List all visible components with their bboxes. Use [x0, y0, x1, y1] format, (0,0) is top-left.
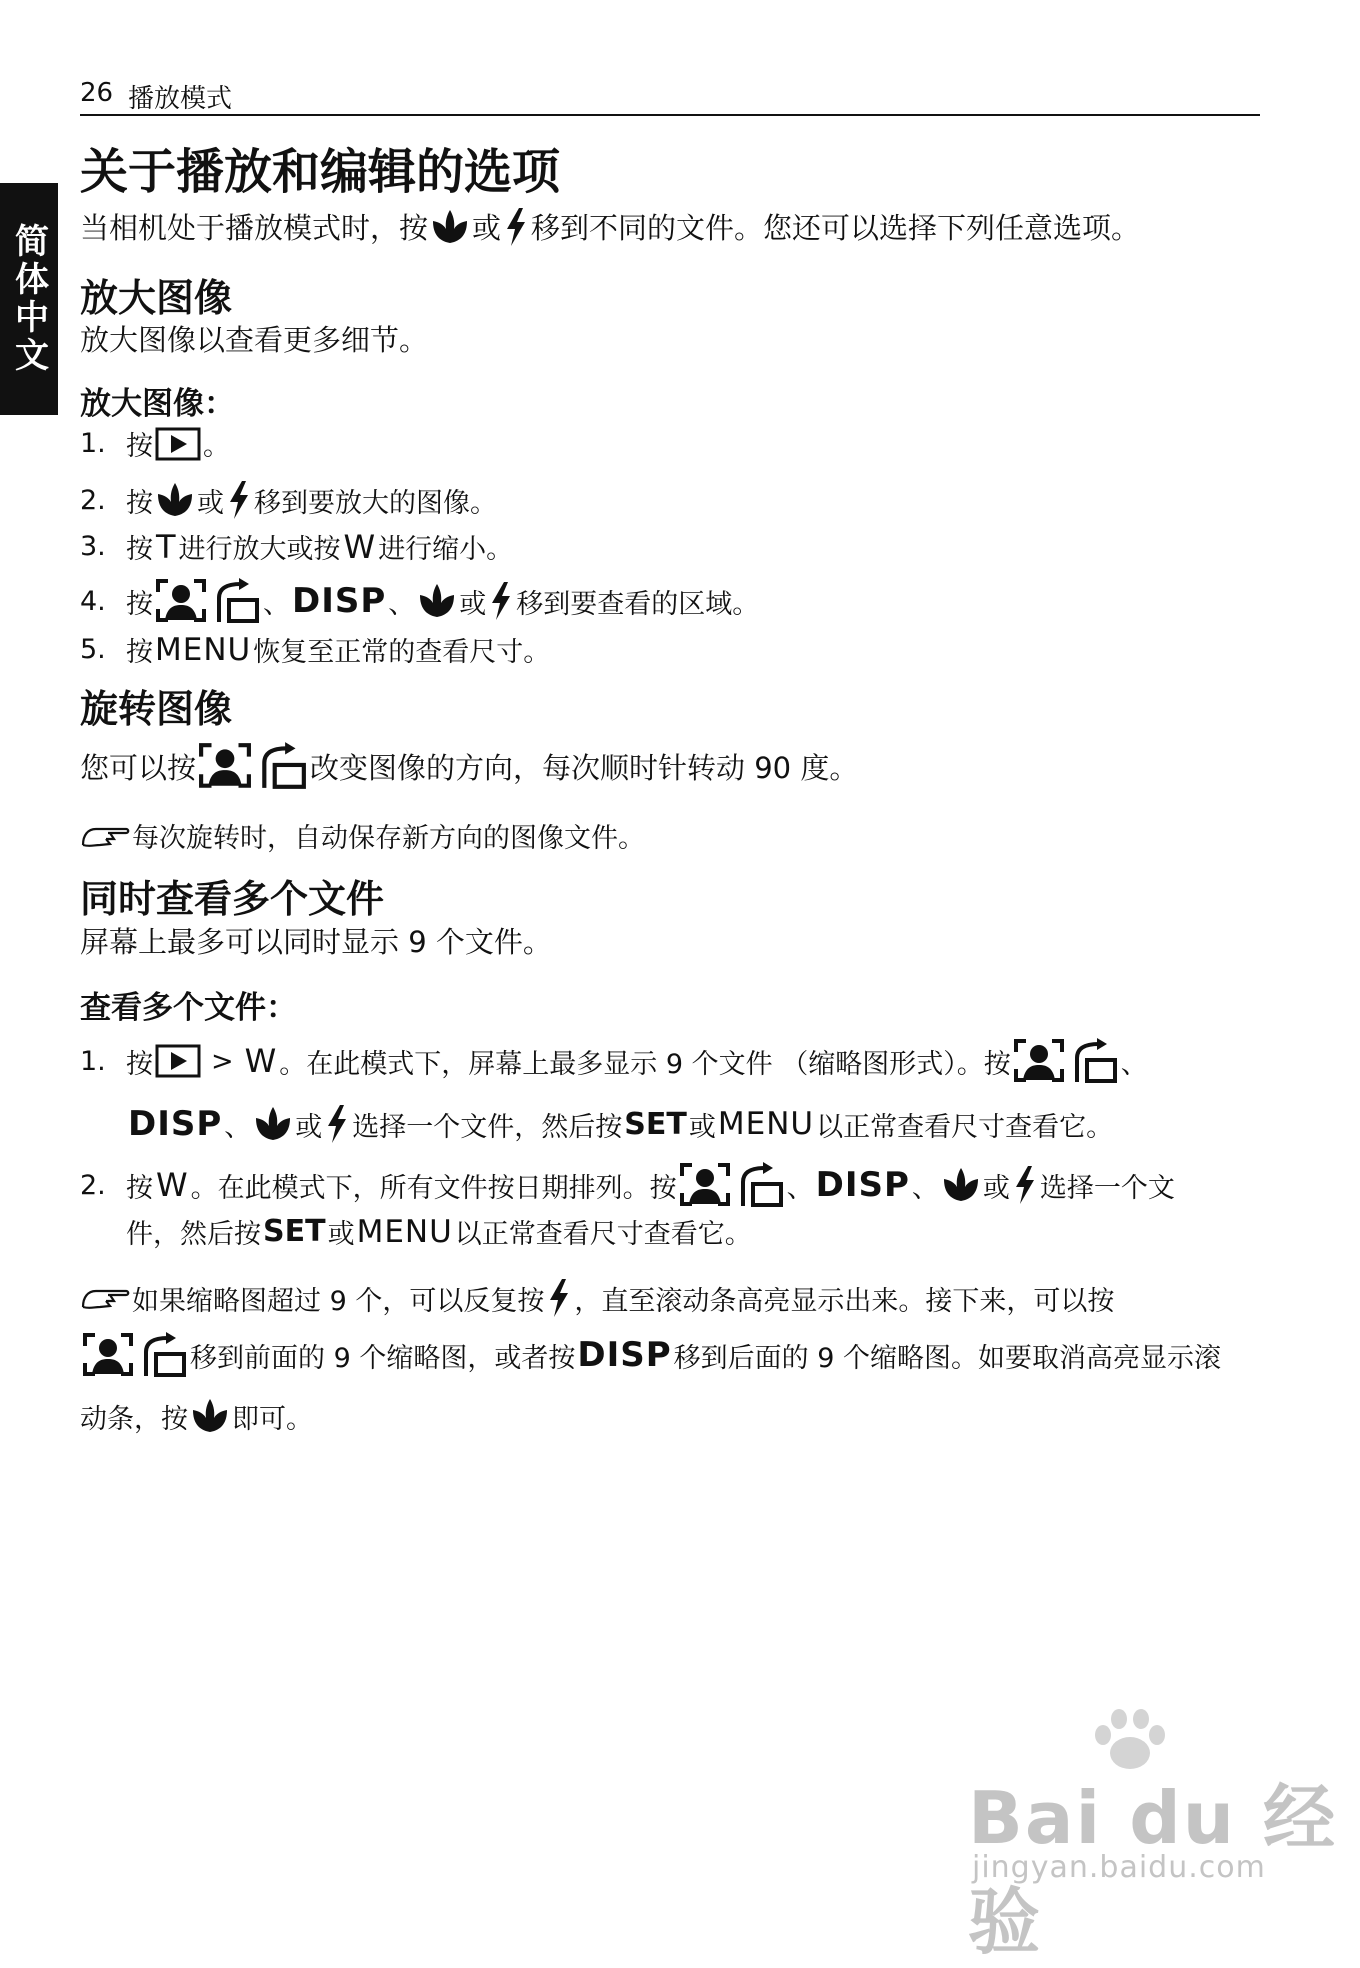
step-text: 按 [126, 588, 153, 620]
language-tab-label: 简体中文 [8, 223, 49, 375]
macro-flower-icon [430, 207, 470, 247]
step-number: 4. [80, 585, 106, 617]
flash-bolt-icon [546, 1278, 572, 1318]
menu-label: MENU [356, 1213, 453, 1250]
step-text: 按 [126, 1172, 153, 1204]
flash-bolt-icon [503, 207, 529, 247]
note-text-e: 动条，按 [80, 1403, 188, 1435]
disp-label: DISP [577, 1335, 672, 1375]
step-or: 或 [982, 1172, 1010, 1204]
rotate-icon [1069, 1038, 1119, 1084]
rotate-note-text: 每次旋转时，自动保存新方向的图像文件。 [132, 823, 645, 854]
macro-flower-icon [941, 1165, 981, 1205]
menu-label: MENU [155, 631, 252, 668]
rotate-icon [256, 742, 308, 790]
macro-flower-icon [417, 581, 457, 621]
multi-subheading: 查看多个文件： [80, 990, 297, 1026]
note-hand-icon [80, 821, 132, 851]
intro-text-b: 移到不同的文件。您还可以选择下列任意选项。 [531, 211, 1141, 245]
watermark-logo: Bai du 经验 [968, 1776, 1338, 1964]
face-icon [82, 1332, 134, 1378]
t-zoom-icon: T [156, 527, 176, 566]
multi-note-line-1 [80, 1278, 1114, 1318]
step-number: 2. [80, 484, 106, 516]
zoom-description: 放大图像以查看更多细节。 [80, 323, 429, 357]
page-number: 26 [80, 78, 114, 108]
menu-label: MENU [717, 1106, 815, 1142]
step-text: 按 [126, 637, 153, 668]
separator: 、 [388, 588, 416, 620]
intro-text-a: 当相机处于播放模式时，按 [80, 211, 429, 245]
step-number: 5. [80, 634, 106, 665]
set-label: SET [624, 1106, 687, 1142]
separator: 、 [224, 1111, 252, 1143]
step-text-mid: 选择一个文件，然后按 [352, 1111, 623, 1143]
step-text-end: 。 [203, 431, 230, 462]
separator: 、 [786, 1172, 814, 1204]
intro-or: 或 [472, 211, 502, 245]
step-text-mid: 。在此模式下，屏幕上最多显示 9 个文件 （缩略图形式）。按 [279, 1048, 1011, 1080]
step-or: 或 [327, 1219, 355, 1250]
step-text-end: 移到要放大的图像。 [254, 487, 497, 519]
rotate-note [80, 816, 645, 855]
step-or: 或 [295, 1111, 323, 1143]
note-hand-icon [80, 1283, 132, 1313]
intro-line [80, 206, 1140, 247]
step-number: 1. [80, 428, 106, 459]
multi-step-2-line-1 [80, 1162, 1175, 1208]
multi-step-1-line-2 [126, 1104, 1113, 1144]
multi-heading: 同时查看多个文件 [80, 877, 385, 921]
step-number: 1. [80, 1045, 106, 1077]
watermark-url: jingyan.baidu.com [972, 1850, 1266, 1885]
step-text: 按 [126, 431, 153, 462]
multi-description: 屏幕上最多可以同时显示 9 个文件。 [80, 925, 552, 959]
rotate-icon [735, 1162, 785, 1208]
zoom-step-1 [80, 424, 230, 463]
step-text-end: 选择一个文 [1039, 1172, 1175, 1204]
rotate-heading: 旋转图像 [80, 687, 233, 731]
step-text: 按 [126, 534, 153, 565]
note-text-a: 如果缩略图超过 9 个，可以反复按 [132, 1285, 545, 1317]
step-number: 2. [80, 1169, 106, 1201]
language-tab [0, 183, 58, 415]
play-icon [155, 1044, 201, 1078]
step-text: 件，然后按 [126, 1219, 261, 1250]
step-text-end: 进行缩小。 [378, 534, 514, 565]
step-text: 按 [126, 487, 153, 519]
arrow-gt: > [211, 1045, 234, 1077]
separator: 、 [1120, 1048, 1148, 1080]
macro-flower-icon [155, 480, 195, 520]
note-text-f: 即可。 [232, 1403, 313, 1435]
note-text-b: ，直至滚动条高亮显示出来。接下来，可以按 [574, 1285, 1115, 1317]
face-icon [198, 742, 252, 790]
multi-note-line-2 [80, 1332, 1221, 1378]
face-icon [679, 1162, 731, 1208]
step-or: 或 [688, 1111, 716, 1143]
separator: 、 [911, 1172, 939, 1204]
flash-bolt-icon [1012, 1165, 1038, 1205]
step-text-end: 以正常查看尺寸查看它。 [454, 1219, 752, 1250]
separator: 、 [263, 588, 290, 620]
flash-bolt-icon [488, 581, 514, 621]
note-text-c: 移到前面的 9 个缩略图，或者按 [190, 1342, 576, 1374]
section-title: 播放模式 [128, 84, 233, 114]
step-text: 按 [126, 1048, 153, 1080]
rotate-icon [138, 1332, 188, 1378]
w-zoom-icon: W [244, 1042, 277, 1080]
multi-step-1-line-1 [80, 1038, 1148, 1084]
face-icon [1013, 1038, 1065, 1084]
zoom-heading: 放大图像 [80, 276, 233, 320]
disp-label: DISP [128, 1104, 223, 1144]
rotate-text-b: 改变图像的方向，每次顺时针转动 90 度。 [310, 750, 859, 785]
step-or: 或 [459, 588, 487, 620]
step-or: 或 [197, 487, 224, 519]
macro-flower-icon [253, 1104, 293, 1144]
page-title: 关于播放和编辑的选项 [80, 144, 561, 200]
multi-note-line-3 [80, 1396, 313, 1436]
play-icon [155, 427, 201, 461]
set-label: SET [263, 1214, 326, 1249]
zoom-step-4 [80, 578, 759, 624]
multi-step-2-line-2 [126, 1212, 752, 1251]
header-rule [80, 114, 1260, 116]
zoom-step-2 [80, 480, 497, 520]
zoom-step-5 [80, 630, 550, 669]
rotate-description [80, 742, 858, 790]
step-text-end: 以正常查看尺寸查看它。 [816, 1111, 1114, 1143]
step-text-mid: 进行放大或按 [178, 534, 341, 565]
step-text-mid: 。在此模式下，所有文件按日期排列。按 [190, 1172, 677, 1204]
note-text-d: 移到后面的 9 个缩略图。如要取消高亮显示滚 [673, 1342, 1221, 1374]
zoom-step-3 [80, 527, 513, 566]
macro-flower-icon [190, 1396, 230, 1436]
step-text-end: 恢复至正常的查看尺寸。 [253, 637, 551, 668]
rotate-icon [211, 578, 261, 624]
disp-label: DISP [292, 581, 387, 621]
flash-bolt-icon [226, 480, 252, 520]
flash-bolt-icon [324, 1104, 350, 1144]
disp-label: DISP [815, 1165, 910, 1205]
zoom-subheading: 放大图像： [80, 386, 235, 422]
w-zoom-icon: W [156, 1166, 188, 1204]
rotate-text-a: 您可以按 [80, 750, 197, 785]
face-icon [155, 578, 207, 624]
step-text-end: 移到要查看的区域。 [516, 588, 760, 620]
w-zoom-icon: W [343, 527, 376, 566]
step-number: 3. [80, 531, 106, 562]
